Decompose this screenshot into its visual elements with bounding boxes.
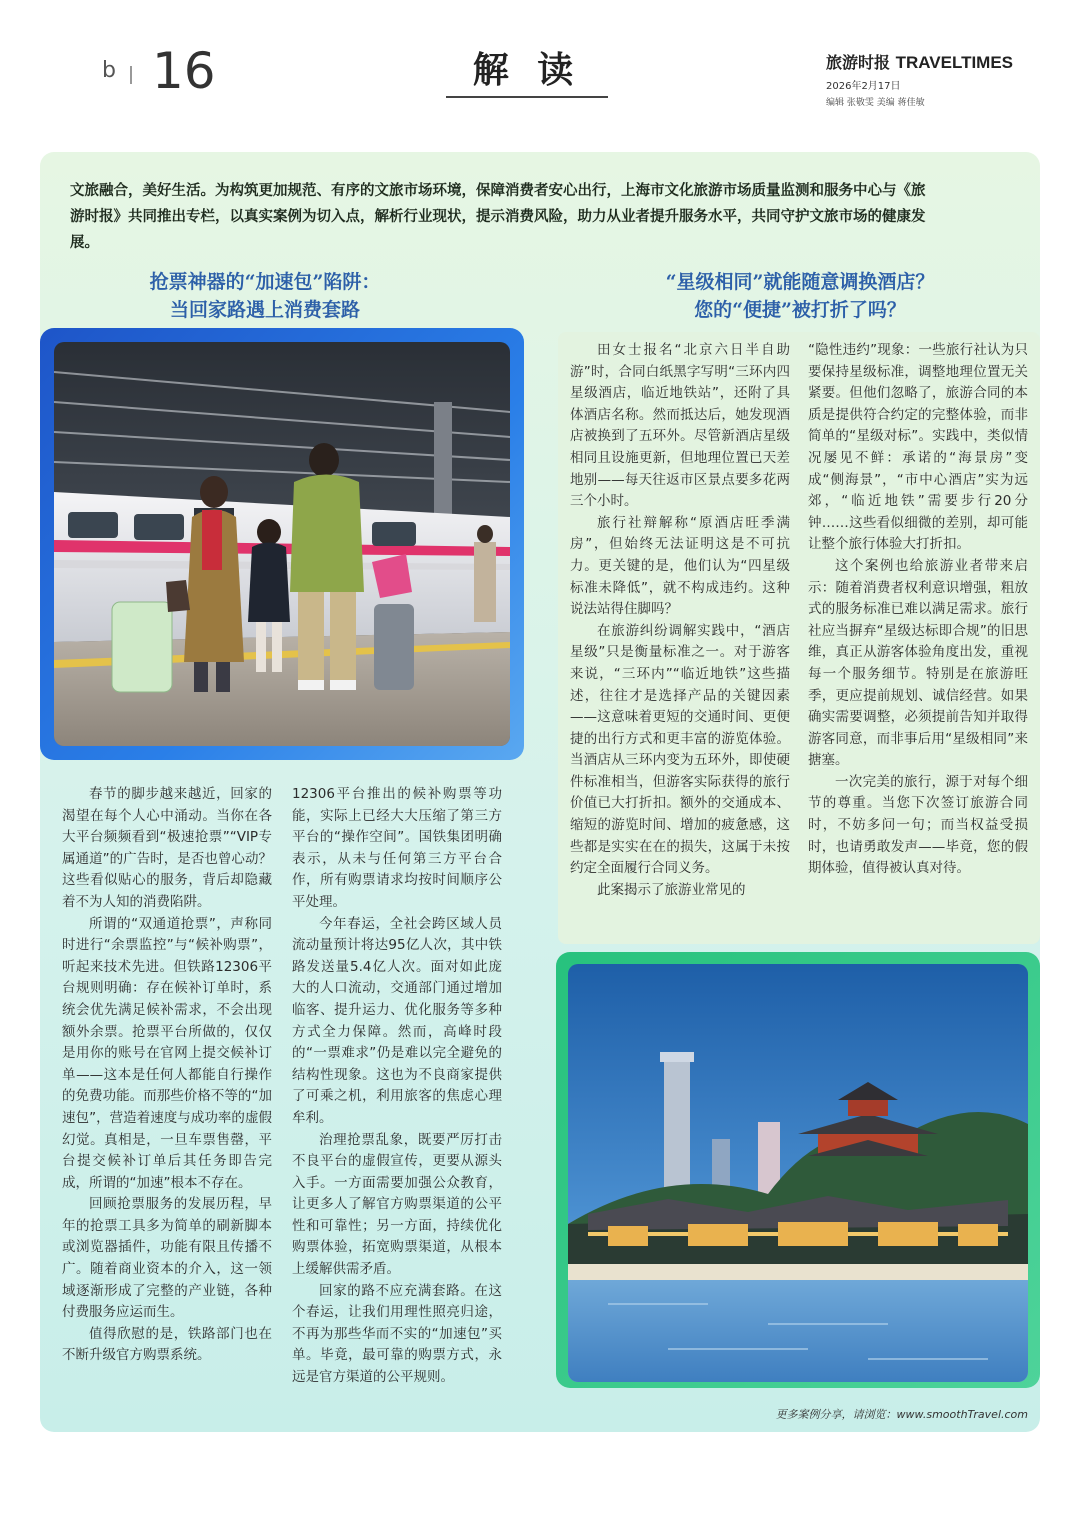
- page-divider: [130, 66, 132, 84]
- section-underline: [446, 96, 608, 98]
- paragraph: 回顾抢票服务的发展历程，早年的抢票工具多为简单的刷新脚本或浏览器插件，功能有限且传播不广。随着商业资本的介入，这一领域逐渐形成了完整的产业链，各种付费服务应运而生。: [62, 1196, 272, 1321]
- editors-credit: 编辑 张敬雯 美编 蒋佳敏: [826, 98, 925, 108]
- right-article-col3: [570, 340, 790, 901]
- paragraph: 在旅游纠纷调解实践中，“酒店星级”只是衡量标准之一。对于游客来说，“三环内”“临近地铁”这些描述，往往才是选择产品的关键因素——这意味着更短的交通时间、更便捷的出行方式和更丰富的游览体验。当酒店从三环内变为五环外，即使硬件标准相当，但游客实际获得的旅行价值已大打折扣。额外的交通成本、缩短的游览时间、增加的疲惫感，这些都是实实在在的损失，这属于未按约定全面履行合同义务。: [570, 622, 790, 877]
- right-headline-line2: 您的“便捷”被打折了吗？: [694, 299, 906, 321]
- masthead-en: TRAVELTIMES: [895, 53, 1014, 72]
- page-number: 16: [152, 42, 216, 100]
- masthead-title: [826, 50, 1026, 73]
- paragraph: 回家的路不应充满套路。在这个春运，让我们用理性照亮归途，不再为那些华而不实的“加速包”买单。毕竟，最可靠的购票方式，永远是官方渠道的公平规则。: [292, 1282, 502, 1386]
- page-letter: b: [102, 58, 116, 83]
- left-headline: [60, 268, 470, 324]
- lakeside-pavilion-photo: [568, 964, 1028, 1382]
- paragraph: 旅行社辩解称“原酒店旺季满房”，但始终无法证明这是不可抗力。更关键的是，他们认为“四星级标准未降低”，就不构成违约。这种说法站得住脚吗？: [570, 514, 790, 618]
- paragraph: 这个案例也给旅游业者带来启示：随着消费者权利意识增强，粗放式的服务标准已难以满足需求。旅行社应当摒弃“星级达标即合规”的旧思维，真正从游客体验角度出发，重视每一个服务细节。特别是在旅游旺季，更应提前规划、诚信经营。如果确实需要调整，必须提前告知并取得游客同意，而非事后用“星级相同”来搪塞。: [808, 557, 1028, 769]
- right-article-col4: [808, 340, 1028, 880]
- masthead: [826, 50, 1026, 108]
- paragraph: “隐性违约”现象：一些旅行社认为只要保持星级标准，调整地理位置无关紧要。但他们忽略了，旅游合同的本质是提供符合约定的完整体验，而非简单的“星级对标”。实践中，类似情况屡见不鲜：承诺的“海景房”变成“侧海景”，“市中心酒店”实为远郊，“临近地铁”需要步行20分钟……这些看似细微的差别，却可能让整个旅行体验大打折扣。: [808, 342, 1028, 553]
- paragraph: 今年春运，全社会跨区域人员流动量预计将达95亿人次，其中铁路发送量5.4亿人次。面对如此庞大的人口流动，交通部门通过增加临客、提升运力、优化服务等多种方式全力保障。然而，高峰时段的“一票难求”仍是难以完全避免的结构性现象。这也为不良商家提供了可乘之机，利用旅客的焦虑心理牟利。: [292, 915, 502, 1126]
- footer-note: 更多案例分享，请浏览：www.smoothTravel.com: [775, 1408, 1028, 1421]
- right-headline-line1: “星级相同”就能随意调换酒店？: [665, 271, 935, 293]
- paragraph: 春节的脚步越来越近，回家的渴望在每个人心中涌动。当你在各大平台频频看到“极速抢票”“VIP专属通道”的广告时，是否也曾心动？这些看似贴心的服务，背后却隐藏着不为人知的消费陷阱。: [62, 786, 272, 910]
- train-platform-illustration: [54, 342, 510, 746]
- column-intro: 文旅融合，美好生活。为构筑更加规范、有序的文旅市场环境，保障消费者安心出行，上海市文化旅游市场质量监测和服务中心与《旅游时报》共同推出专栏，以真实案例为切入点，解析行业现状，提示消费风险，助力从业者提升服务水平，共同守护文旅市场的健康发展。: [70, 183, 926, 251]
- paragraph: 所谓的“双通道抢票”，声称同时进行“余票监控”与“候补购票”，听起来技术先进。但铁路12306平台规则明确：存在候补订单时，系统会优先满足候补需求，不会出现额外余票。抢票平台所做的，仅仅是用你的账号在官网上提交候补订单——这本是任何人都能自行操作的免费功能。而那些价格不等的“加速包”，营造着速度与成功率的虚假幻觉。真相是，一旦车票售罄，平台提交候补订单后其任务即告完成，所谓的“加速”根本不存在。: [62, 915, 272, 1191]
- paragraph: 治理抢票乱象，既要严厉打击不良平台的虚假宣传，更要从源头入手。一方面需要加强公众教育，让更多人了解官方购票渠道的公平性和可靠性；另一方面，持续优化购票体验，拓宽购票渠道，从根本上缓解供需矛盾。: [292, 1131, 502, 1278]
- paragraph: 此案揭示了旅游业常见的: [597, 881, 746, 898]
- paragraph: 12306平台推出的候补购票等功能，实际上已经大大压缩了第三方平台的“操作空间”。国铁集团明确表示，从未与任何第三方平台合作，所有购票请求均按时间顺序公平处理。: [292, 786, 502, 910]
- lakeside-pavilion-illustration: [568, 964, 1028, 1382]
- paragraph: 值得欣慰的是，铁路部门也在不断升级官方购票系统。: [62, 1325, 272, 1364]
- masthead-cn: 旅游时报: [826, 53, 891, 72]
- left-headline-line2: 当回家路遇上消费套路: [169, 299, 360, 321]
- left-article-col1: [62, 784, 272, 1367]
- left-headline-line1: 抢票神器的“加速包”陷阱：: [149, 271, 381, 293]
- train-platform-photo: [54, 342, 510, 746]
- left-article-col2: [292, 784, 502, 1389]
- issue-date: 2026年2月17日: [826, 81, 901, 92]
- paragraph: 一次完美的旅行，源于对每个细节的尊重。当您下次签订旅游合同时，不妨多问一句；而当权益受损时，也请勇敢发声——毕竟，您的假期体验，值得被认真对待。: [808, 773, 1028, 877]
- paragraph: 田女士报名“北京六日半自助游”时，合同白纸黑字写明“三环内四星级酒店，临近地铁站”，还附了具体酒店名称。然而抵达后，她发现酒店被换到了五环外。尽管新酒店星级相同且设施更新，但地理位置已天差地别——每天往返市区景点要多花两三个小时。: [570, 342, 790, 510]
- right-headline: [590, 268, 1010, 324]
- section-title: 解 读: [472, 50, 582, 91]
